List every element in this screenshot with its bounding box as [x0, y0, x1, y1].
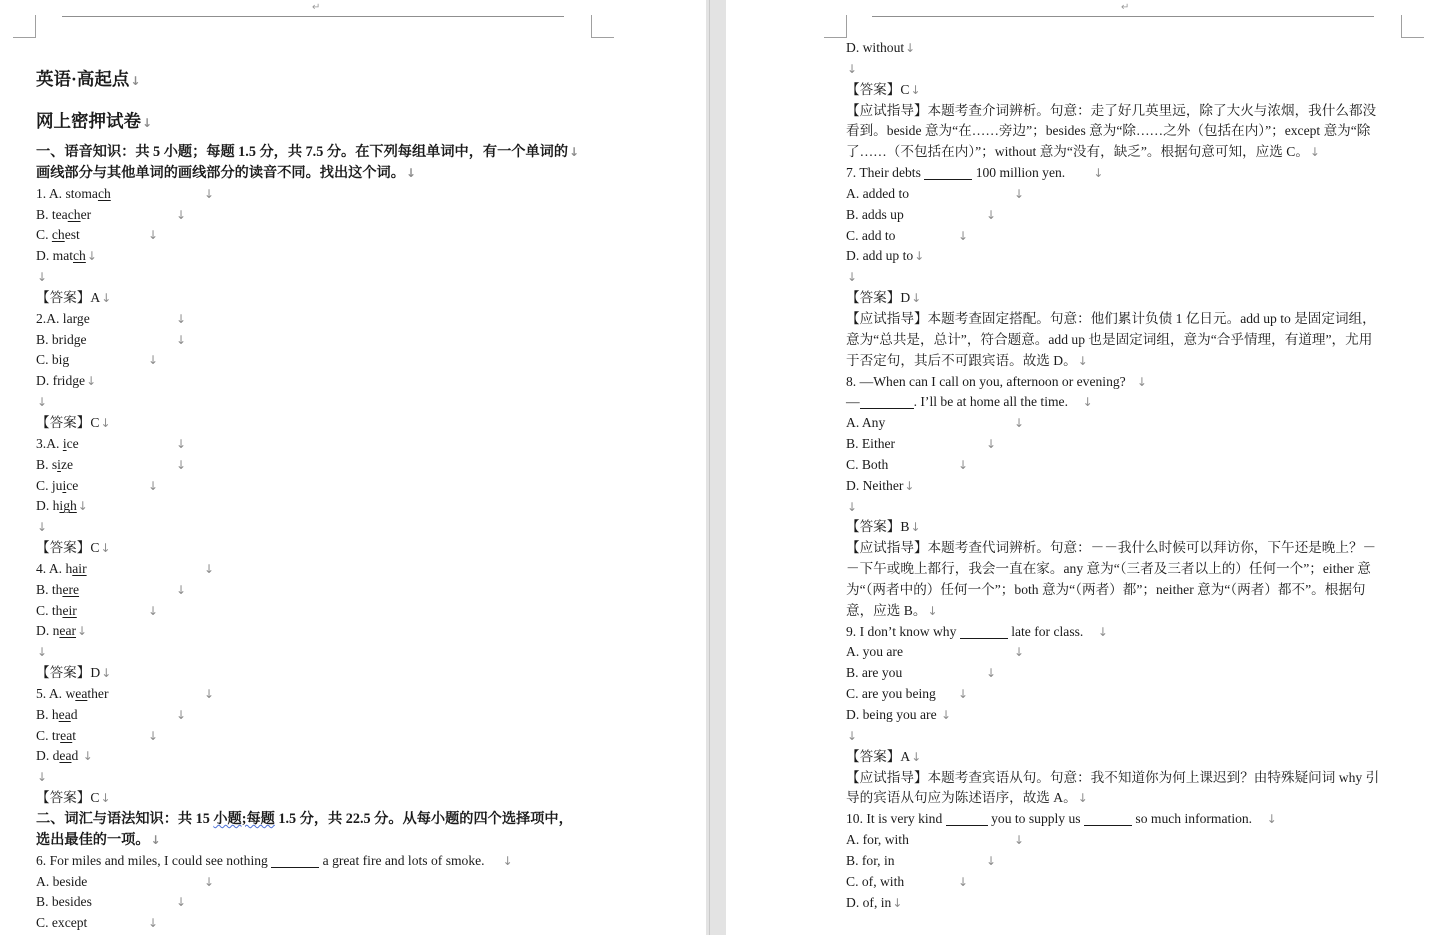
q4-option-a: 4. A. hair ↓: [36, 560, 215, 576]
q7-answer: 【答案】D↓: [846, 290, 922, 306]
crop-mark-top-right: [591, 15, 614, 38]
q1-answer: 【答案】A↓: [36, 289, 112, 305]
blank-line: ↓: [37, 520, 48, 535]
document-page-right: [726, 0, 1429, 935]
q5-option-d: D. dead ↓: [36, 748, 93, 764]
q7-option-a: A. added to ↓: [846, 185, 1025, 201]
q7-option-b: B. adds up ↓: [846, 206, 997, 222]
q10-option-a: A. for, with ↓: [846, 832, 1025, 848]
q8-stem: 8. —When can I call on you, afternoon or evening? ↓: [846, 373, 1147, 389]
q2-option-c: C. big ↓: [36, 352, 159, 368]
q5-option-c: C. treat ↓: [36, 727, 159, 743]
page-separator: [709, 0, 710, 935]
crop-mark-top-left: [824, 15, 847, 38]
header-paragraph-mark: ↵: [312, 2, 321, 13]
q4-option-b: B. there ↓: [36, 581, 187, 597]
q9-option-d: D. being you are ↓: [846, 707, 952, 722]
q10-option-d: D. of, in↓: [846, 894, 903, 910]
q9-answer: 【答案】A↓: [846, 748, 922, 764]
blank-line: ↓: [847, 499, 858, 514]
header-paragraph-mark: ↵: [1121, 2, 1130, 13]
blank-line: ↓: [847, 61, 858, 76]
q9-stem: 9. I don’t know why late for class. ↓: [846, 623, 1108, 639]
q2-option-b: B. bridge ↓: [36, 331, 187, 347]
q10-stem: 10. It is very kind you to supply us so much information. ↓: [846, 811, 1277, 827]
blank-line: ↓: [37, 270, 48, 285]
q3-option-d: D. high↓: [36, 498, 88, 514]
q10-option-b: B. for, in ↓: [846, 852, 997, 868]
q4-option-c: C. their ↓: [36, 602, 159, 618]
q8-option-d: D. Neither↓: [846, 477, 915, 493]
q3-option-a: 3.A. ice ↓: [36, 435, 187, 451]
document-body[interactable]: [846, 38, 1381, 913]
q6-explanation: 【应试指导】本题考查介词辨析。句意：走了好几英里远，除了大火与浓烟，我什么都没看到。beside 意为“在……旁边”；besides 意为“除……之外（包括在内）”；except 意为“除了……（不包括在内）”；without 意为“没有，缺乏”。根据句意可知，应选 C。↓: [846, 102, 1377, 160]
q2-option-a: 2.A. large ↓: [36, 310, 187, 326]
q8-option-a: A. Any ↓: [846, 415, 1025, 431]
q1-option-c: C. chest ↓: [36, 227, 159, 243]
q9-option-c: C. are you being ↓: [846, 686, 969, 702]
header-line: [62, 16, 564, 17]
blank-line: ↓: [847, 270, 858, 285]
q6-option-b: B. besides ↓: [36, 894, 187, 910]
q8-explanation: 【应试指导】本题考查代词辨析。句意：－－我什么时候可以拜访你，下午还是晚上？－－下午或晚上都行，我会一直在家。any 意为“（三者及三者以上的）任何一个”；either 意为“（两者中的）任何一个”；both 意为“（两者）都”；neither 意为“（两者）都不”。根据句意，应选 B。↓: [846, 540, 1377, 618]
crop-mark-top-left: [13, 15, 36, 38]
q2-answer: 【答案】C↓: [36, 414, 111, 430]
q8-option-b: B. Either ↓: [846, 436, 997, 452]
crop-mark-top-right: [1401, 15, 1424, 38]
q5-answer: 【答案】C↓: [36, 790, 111, 806]
q1-option-a: 1. A. stomach ↓: [36, 185, 215, 201]
section-1-heading-line2: 画线部分与其他单词的画线部分的读音不同。找出这个词。↓: [36, 164, 416, 181]
blank-line: ↓: [37, 645, 48, 660]
q9-option-a: A. you are ↓: [846, 644, 1025, 660]
doc-subtitle: 网上密押试卷↓: [36, 111, 153, 131]
q9-option-b: B. are you ↓: [846, 665, 997, 681]
q2-option-d: D. fridge↓: [36, 373, 97, 389]
section-2-heading-line2: 选出最佳的一项。↓: [36, 831, 161, 848]
q6-stem: 6. For miles and miles, I could see nothing a great fire and lots of smoke. ↓: [36, 852, 513, 868]
section-1-heading: 一、语音知识：共 5 小题；每题 1.5 分，共 7.5 分。在下列每组单词中，有一个单词的↓: [36, 144, 580, 160]
q6-option-d: D. without↓: [846, 40, 916, 55]
q1-option-b: B. teacher ↓: [36, 206, 187, 222]
blank-line: ↓: [37, 770, 48, 785]
blank-line: ↓: [37, 395, 48, 410]
q7-option-c: C. add to ↓: [846, 227, 969, 243]
q7-option-d: D. add up to↓: [846, 248, 925, 264]
q8-stem-reply: — . I’ll be at home all the time. ↓: [846, 394, 1093, 410]
q3-answer: 【答案】C↓: [36, 540, 111, 556]
q5-option-a: 5. A. weather ↓: [36, 685, 215, 701]
q8-option-c: C. Both ↓: [846, 456, 969, 472]
q4-answer: 【答案】D↓: [36, 665, 112, 681]
document-page-left: [0, 0, 706, 935]
q3-option-c: C. juice ↓: [36, 477, 159, 493]
q6-option-a: A. beside ↓: [36, 873, 215, 889]
q3-option-b: B. size ↓: [36, 456, 187, 472]
header-line: [872, 16, 1374, 17]
q1-option-d: D. match↓: [36, 248, 97, 264]
q7-explanation: 【应试指导】本题考查固定搭配。句意：他们累计负债 1 亿日元。add up to 是固定词组，意为“总共是，总计”，符合题意。add up 也是固定词组，意为“合乎情理，有道理”，尤用于否定句，其后不可跟宾语。故选 D。↓: [846, 310, 1376, 368]
document-body[interactable]: [36, 66, 596, 934]
q5-option-b: B. head ↓: [36, 706, 187, 722]
q9-explanation: 【应试指导】本题考查宾语从句。句意：我不知道你为何上课迟到？由特殊疑问词 why 引导的宾语从句应为陈述语序，故选 A。↓: [846, 769, 1380, 806]
section-2-heading: 二、词汇与语法知识：共 15 小题;每题 1.5 分，共 22.5 分。从每小题的四个选择项中，: [36, 811, 573, 827]
q4-option-d: D. near↓: [36, 623, 88, 639]
q8-answer: 【答案】B↓: [846, 519, 921, 535]
q10-option-c: C. of, with ↓: [846, 873, 969, 889]
q6-option-c: C. except ↓: [36, 915, 159, 931]
blank-line: ↓: [847, 728, 858, 743]
q7-stem: 7. Their debts 100 million yen. ↓: [846, 165, 1104, 181]
q6-answer: 【答案】C↓: [846, 81, 921, 97]
doc-title: 英语·高起点↓: [36, 69, 141, 89]
